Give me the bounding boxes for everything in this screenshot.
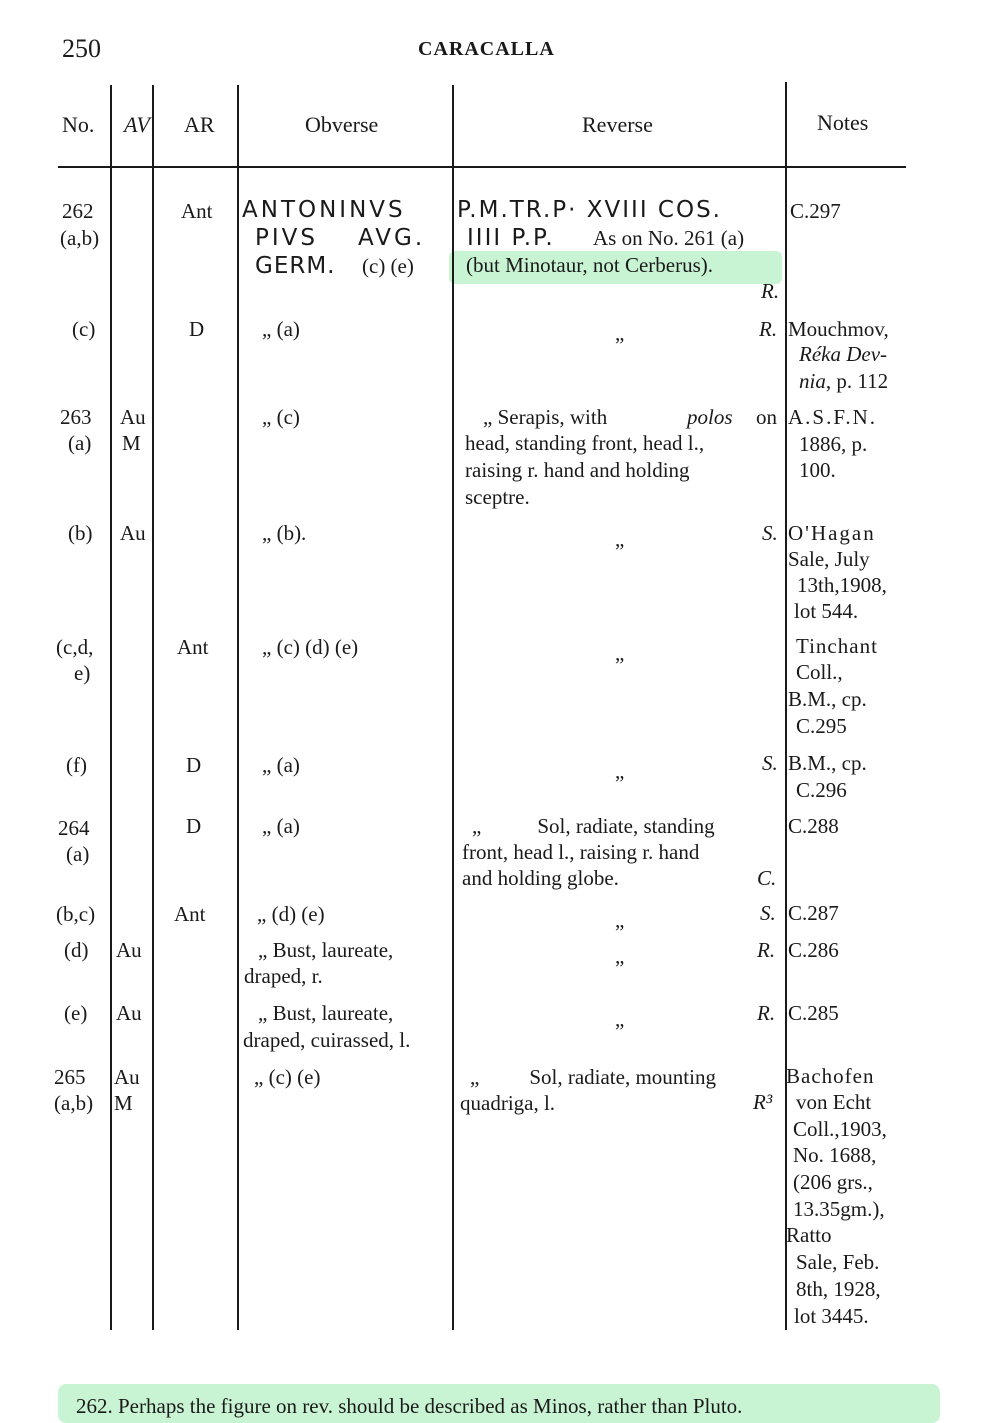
notes-text: Ratto <box>786 1223 832 1247</box>
rarity-mark: R. <box>757 1001 776 1025</box>
obverse-text: „ (a) <box>262 814 300 838</box>
notes-text: lot 3445. <box>794 1304 869 1328</box>
row-subnumber: (c,d, <box>56 635 94 659</box>
notes-text: Mouchmov, <box>788 317 889 341</box>
metal-cell: Ant <box>174 902 206 926</box>
col-header-no: No. <box>62 112 95 137</box>
notes-text: O'Hagan <box>788 521 876 545</box>
row-subnumber: (d) <box>64 938 89 962</box>
page-number: 250 <box>62 34 101 63</box>
row-subnumber: (a) <box>68 431 92 455</box>
col-header-notes: Notes <box>817 110 869 135</box>
notes-text: C.287 <box>788 901 839 925</box>
obverse-legend: GERM. <box>255 253 336 279</box>
col-divider-5 <box>785 82 787 1330</box>
reverse-text: „ Serapis, with <box>483 405 608 429</box>
metal-cell: D <box>186 753 202 777</box>
row-subnumber: (b) <box>68 521 93 545</box>
obverse-text: draped, cuirassed, l. <box>243 1028 411 1052</box>
reverse-text: „ <box>615 641 625 665</box>
notes-text: Réka Dev- <box>799 342 888 366</box>
reverse-text: sceptre. <box>465 485 530 509</box>
reverse-text: quadriga, l. <box>460 1091 556 1115</box>
notes-text: 13th,1908, <box>797 573 887 597</box>
gold-cell: Au <box>120 521 146 545</box>
notes-text: Coll.,1903, <box>793 1117 887 1141</box>
obverse-legend: ANTONINVS <box>242 197 406 223</box>
notes-text: 100. <box>799 458 836 482</box>
row-subnumber: (c) <box>72 317 96 341</box>
footnote: 262. Perhaps the figure on rev. should be described as Minos, rather than Pluto. <box>76 1394 743 1418</box>
col-divider-2 <box>152 85 154 1330</box>
reverse-text: „ <box>615 1007 625 1031</box>
obverse-text: „ (a) <box>262 753 300 777</box>
reverse-text: „ <box>615 527 625 551</box>
notes-text: C.295 <box>796 714 847 738</box>
obverse-text: „ (d) (e) <box>257 902 325 926</box>
rarity-mark: R³ <box>753 1090 773 1114</box>
obverse-text: (c) (e) <box>362 254 414 278</box>
notes-text: C.285 <box>788 1001 839 1025</box>
obverse-legend: PIVS <box>255 225 318 251</box>
rarity-mark: R. <box>757 938 776 962</box>
notes-text: von Echt <box>796 1090 872 1114</box>
reverse-text: „ <box>615 321 625 345</box>
gold-cell: Au <box>116 1001 142 1025</box>
obverse-text: „ (c) <box>262 405 300 429</box>
notes-text: lot 544. <box>794 599 859 623</box>
notes-text: C.288 <box>788 814 839 838</box>
notes-text: No. 1688, <box>793 1143 877 1167</box>
gold-cell: M <box>122 431 141 455</box>
obverse-text: „ Bust, laureate, <box>258 938 394 962</box>
reverse-legend: IIII P.P. <box>467 225 555 251</box>
notes-text: 8th, 1928, <box>796 1277 881 1301</box>
notes-text: (206 grs., <box>793 1170 873 1194</box>
notes-text: 13.35gm.), <box>793 1197 885 1221</box>
row-subnumber: (a) <box>66 842 90 866</box>
col-header-obverse: Obverse <box>305 112 379 137</box>
row-subnumber: (b,c) <box>56 902 96 926</box>
row-subnumber: (a,b) <box>54 1091 94 1115</box>
reverse-text-rest: Sol, radiate, mounting <box>529 1065 716 1089</box>
rarity-mark: C. <box>757 866 777 890</box>
notes-text: Sale, July <box>788 547 870 571</box>
reverse-text: „ <box>615 908 625 932</box>
reverse-text: „ <box>615 759 625 783</box>
col-divider-4 <box>452 85 454 1330</box>
obverse-text: „ Bust, laureate, <box>258 1001 394 1025</box>
metal-cell: D <box>189 317 205 341</box>
row-number: 263 <box>60 405 92 429</box>
row-subnumber: (f) <box>66 753 87 777</box>
notes-text: B.M., cp. <box>788 751 867 775</box>
notes-text: C.296 <box>796 778 847 802</box>
obverse-text: draped, r. <box>244 964 323 988</box>
rarity-mark: S. <box>762 521 778 545</box>
ditto-mark: „ <box>470 1065 480 1089</box>
metal-cell: Ant <box>177 635 209 659</box>
obverse-text: „ (b). <box>262 521 307 545</box>
ditto-mark: „ <box>472 814 482 838</box>
notes-text: Sale, Feb. <box>796 1250 880 1274</box>
metal-cell: Ant <box>181 199 213 223</box>
row-number: 265 <box>54 1065 86 1089</box>
col-divider-3 <box>237 85 239 1330</box>
notes-text: C.297 <box>790 199 841 223</box>
reverse-text: As on No. 261 (a) <box>593 226 745 250</box>
reverse-text: head, standing front, head l., <box>465 431 705 455</box>
notes-text: Bachofen <box>786 1064 875 1088</box>
obverse-text: „ (a) <box>262 317 300 341</box>
gold-cell: M <box>114 1091 133 1115</box>
row-number: 264 <box>58 816 90 840</box>
col-header-silver: AR <box>184 112 215 137</box>
notes-text: nia, p. 112 <box>799 369 889 393</box>
metal-cell: D <box>186 814 202 838</box>
reverse-text: (but Minotaur, not Cerberus). <box>466 253 714 277</box>
reverse-text: and holding globe. <box>462 866 619 890</box>
obverse-text: „ (c) (e) <box>254 1065 321 1089</box>
gold-cell: Au <box>116 938 142 962</box>
gold-cell: Au <box>120 405 146 429</box>
rarity-mark: S. <box>760 901 776 925</box>
reverse-text: on <box>756 405 777 429</box>
notes-text: 1886, p. <box>799 432 868 456</box>
rarity-mark: S. <box>762 751 778 775</box>
gold-cell: Au <box>114 1065 140 1089</box>
notes-text: A.S.F.N. <box>788 405 878 429</box>
col-header-reverse: Reverse <box>582 112 653 137</box>
notes-text: Tinchant <box>796 634 878 658</box>
reverse-text <box>470 1064 716 1091</box>
obverse-legend: AVG. <box>358 225 426 251</box>
row-subnumber: e) <box>74 661 91 685</box>
reverse-text-rest: Sol, radiate, standing <box>537 814 715 838</box>
reverse-text: front, head l., raising r. hand <box>462 840 700 864</box>
reverse-legend: P.M.TR.P· XVIII COS. <box>457 197 722 223</box>
rarity-mark: R. <box>761 279 780 303</box>
reverse-text <box>472 813 715 840</box>
row-number: 262 <box>62 199 94 223</box>
notes-text: C.286 <box>788 938 839 962</box>
obverse-text: „ (c) (d) (e) <box>262 635 359 659</box>
row-subnumber: (a,b) <box>60 226 100 250</box>
col-header-gold: AV <box>124 112 150 137</box>
notes-text: Coll., <box>796 660 843 684</box>
notes-text: B.M., cp. <box>788 687 867 711</box>
col-divider-1 <box>110 85 112 1330</box>
reverse-text: raising r. hand and holding <box>465 458 690 482</box>
reverse-text: polos <box>687 405 733 429</box>
page-title: CARACALLA <box>418 38 555 60</box>
rarity-mark: R. <box>759 317 778 341</box>
reverse-text: „ <box>615 944 625 968</box>
header-rule <box>58 166 906 168</box>
row-subnumber: (e) <box>64 1001 88 1025</box>
